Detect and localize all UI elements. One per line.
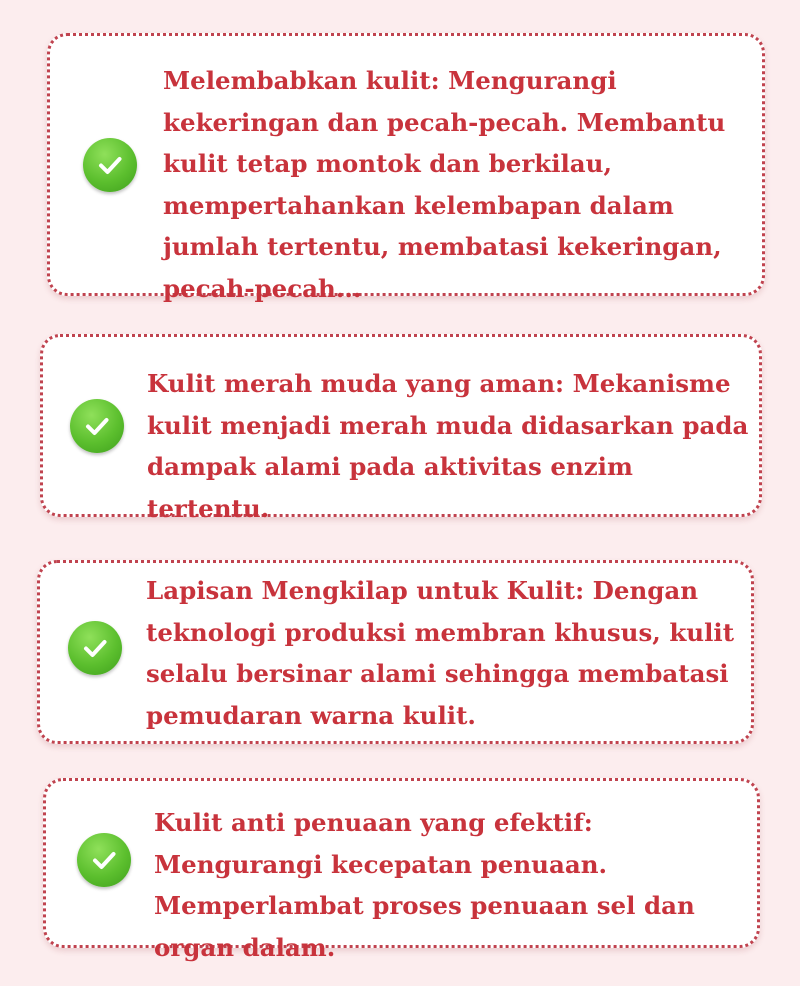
benefit-text: Lapisan Mengkilap untuk Kulit: Dengan teknologi produksi membran khusus, kulit selalu bersinar alami sehingga membatasi pemudaran warna kulit.: [146, 576, 735, 730]
benefit-card-moisturizing: [47, 33, 765, 303]
benefit-text: Kulit merah muda yang aman: Mekanisme kulit menjadi merah muda didasarkan pada dampak alami pada aktivitas enzim tertentu.: [147, 369, 749, 523]
benefit-card-pink-skin: [40, 334, 762, 523]
check-circle-icon: [77, 833, 131, 887]
benefit-text: Melembabkan kulit: Mengurangi kekeringan dan pecah-pecah. Membantu kulit tetap montok dan berkilau, mempertahankan kelembapan dalam jumlah tertentu, membatasi kekeringan, pecah-pecah...: [163, 66, 726, 303]
check-circle-icon: [68, 621, 122, 675]
check-circle-icon: [70, 399, 124, 453]
benefit-card-anti-aging: [43, 778, 760, 962]
check-circle-icon: [83, 138, 137, 192]
benefit-card-glossy-layer: [37, 560, 754, 744]
benefit-text: Kulit anti penuaan yang efektif: Mengurangi kecepatan penuaan. Memperlambat proses penuaan sel dan organ dalam.: [154, 808, 695, 962]
